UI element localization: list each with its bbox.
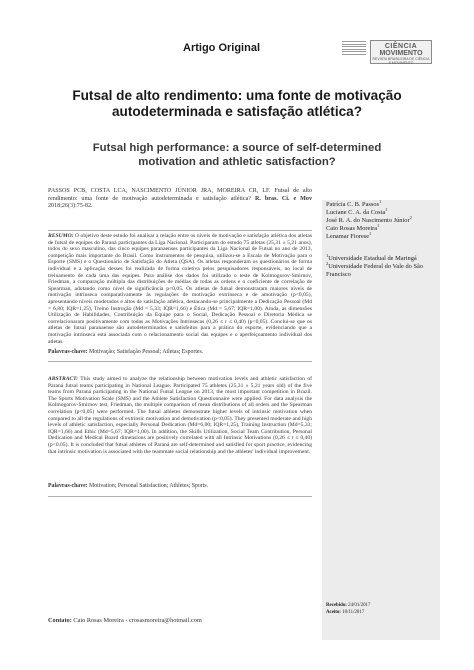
author-item: Patrícia C. B. Passos$^1$ [326, 198, 382, 208]
journal-logo-lines [342, 41, 366, 61]
divider [48, 496, 312, 497]
citation-journal: R. bras. Ci. e Mov [254, 195, 312, 202]
contact: Contato: Caio Rosas Moreira - crosasmoreira@hotmail.com [48, 617, 202, 624]
citation-text: PASSOS PCB, COSTA LCA, NASCIMENTO JÚNIOR JRA, MOREIRA CR, LF. Futsal de alto rendimento: uma fonte de motivação autodeterminada e satisfação atlética? [48, 188, 312, 202]
logo-line-2: MOVIMENTO [379, 50, 423, 57]
divider [48, 361, 312, 362]
accepted-date: Aceito: 10/11/2017 [326, 610, 365, 615]
author-item: Caio Rosas Moreira$^1$ [326, 222, 380, 232]
logo-line-1: CIÊNCIA [384, 43, 418, 50]
resumo-label: RESUMO: [48, 233, 74, 239]
submission-dates [326, 602, 438, 616]
affiliation-item: $^2$Universidade Federal do Vale do São Francisco [326, 260, 424, 278]
title-pt-line-1: Futsal de alto rendimento: uma fonte de motivação [72, 88, 402, 103]
title-en-line-2: motivation and athletic satisfaction? [138, 155, 336, 168]
abstract-text: This study aimed to analyze the relationship between motivation levels and athletic satisfaction of Paraná futsal teams participating in National League. Participated 75 athletes (25,31 ± 5,21 years old) of the five teams from Paraná participating in the National Futsal League on 2013, the most important competition in Brazil. The Sports Motivation Scale (SMS) and the Athlete Satisfaction Questionnaire were applied. For data analysis the Kolmogorov-Smirnov test, Friedman, the multiple comparison of mean distributions of all orders and the Spearman correlation (p<0,05) were performed. The futsal athletes demonstrate higher levels of intrinsic motivation when compared to all the regulations of extrinsic motivation and demotivation (p<0,05). They presented moderate and high levels of athletic satisfaction, especially Personal Dedication (Md=6,00; IQR=1,25), Training Instruction (Md=5,33; IQR=1,66) and Ethic (Md=5,67; IQR=1,00). In addition, the Skills Utilization, Social Team Contribution, Personal Dedication and Medical Board dimensions are positively correlated with all Intrinsic Motivations (0,26 ≤ r ≤ 0,40) (p<0.05). It is concluded that futsal athletes of Paraná are self-determined and satisfied for sport practice, evidencing that intrinsic motivation is associated with the teammate social relationship and the athletes' individual improvement. [48, 376, 312, 455]
citation-ref: 2018;26(3):75-82. [48, 203, 93, 210]
author-item: Lenamar Fiorese$^1$ [326, 230, 372, 240]
author-item: Luciane C. A. da Costa$^1$ [326, 206, 388, 216]
logo-line-3: REVISTA BRASILEIRA DE CIÊNCIA E MOVIMENTO [372, 57, 430, 65]
journal-logo [370, 40, 432, 64]
article-type: Artigo Original [183, 42, 260, 54]
resumo-text: O objetivo deste estudo foi analisar a relação entre os níveis de motivação e satisfação atlética dos atletas de futsal de equipes do Paraná participantes da Liga Nacional. Participaram do estudo 75 atletas (25,31 ± 5,21 anos), todos do sexo masculino, das cinco equipes paranaenses participantes da Liga Nacional de Futsal no ano de 2013, competição mais importante do Brasil. Como instrumentos de pesquisa, utilizou-se a Escala de Motivação para o Esporte (SMS) e o Questionário de Satisfação do Atleta (QSA). Os atletas responderam os questionários de forma individual e a aplicação desses foi realizada de forma coletiva pelos pesquisadores responsáveis, no local de treinamento de cada uma das equipes. Para análise dos dados foi utilizado o teste de Kolmogorov-Smirnov, Friedman, a comparação múltipla das distribuições de médias de todas as ordens e o coeficiente de correlação de Spearman, adotando como nível de significância p<0,05. Os atletas de futsal demonstraram maiores níveis de motivação intrínseca comparativamente às regulações de motivação extrínseca e de amotivação (p<0,05), apresentando níveis moderados e altos de satisfação atlética, destacando-se principalmente a Dedicação Pessoal (Md = 6,80; IQR=1,25), Treino Instrução (Md = 5,33; IQR=1,66) e Ética (Md = 5,67; IQR=1,00). Ainda, as dimensões Utilização de Habilidades, Contribuição da Equipe para o Social, Dedicação Pessoal e Diretoria Médica se correlacionaram positivamente com todas as Motivações Intrínsecas (0,26 ≤ r ≤ 0,40) (p<0,05). Conclui-se que os atletas de futsal paranaense são autodeterminados e satisfeitos para a prática do esporte, evidenciando que a motivação intrínseca está associada com o relacionamento social das equipes e o aperfeiçoamento individual dos atletas. [48, 233, 312, 345]
abstract-paragraph [48, 376, 312, 455]
author-list [326, 198, 438, 241]
keywords: Palavras-chave: Motivation; Personal Satisfaction; Athletes; Sports. [48, 483, 209, 489]
resumo-paragraph [48, 233, 312, 345]
abstract-label: ABSTRACT: [48, 376, 79, 382]
author-item: José R. A. do Nascimento Júnior$^2$ [326, 214, 412, 224]
affiliation-item: $^1$Universidade Estadual de Maringá [326, 252, 417, 262]
palavras-chave: Palavras-chave: Motivação; Satisfação Pessoal; Atletas; Esportes. [48, 349, 204, 355]
citation [48, 188, 312, 211]
divider [48, 230, 312, 231]
title-en-line-1: Futsal high performance: a source of self-determined [92, 142, 382, 154]
affiliation-list [326, 252, 438, 279]
title-english [30, 142, 444, 169]
title-pt-line-2: autodeterminada e satisfação atlética? [111, 104, 363, 119]
title-portuguese [30, 88, 444, 120]
received-date: Recebido: 24/01/2017 [326, 603, 371, 608]
